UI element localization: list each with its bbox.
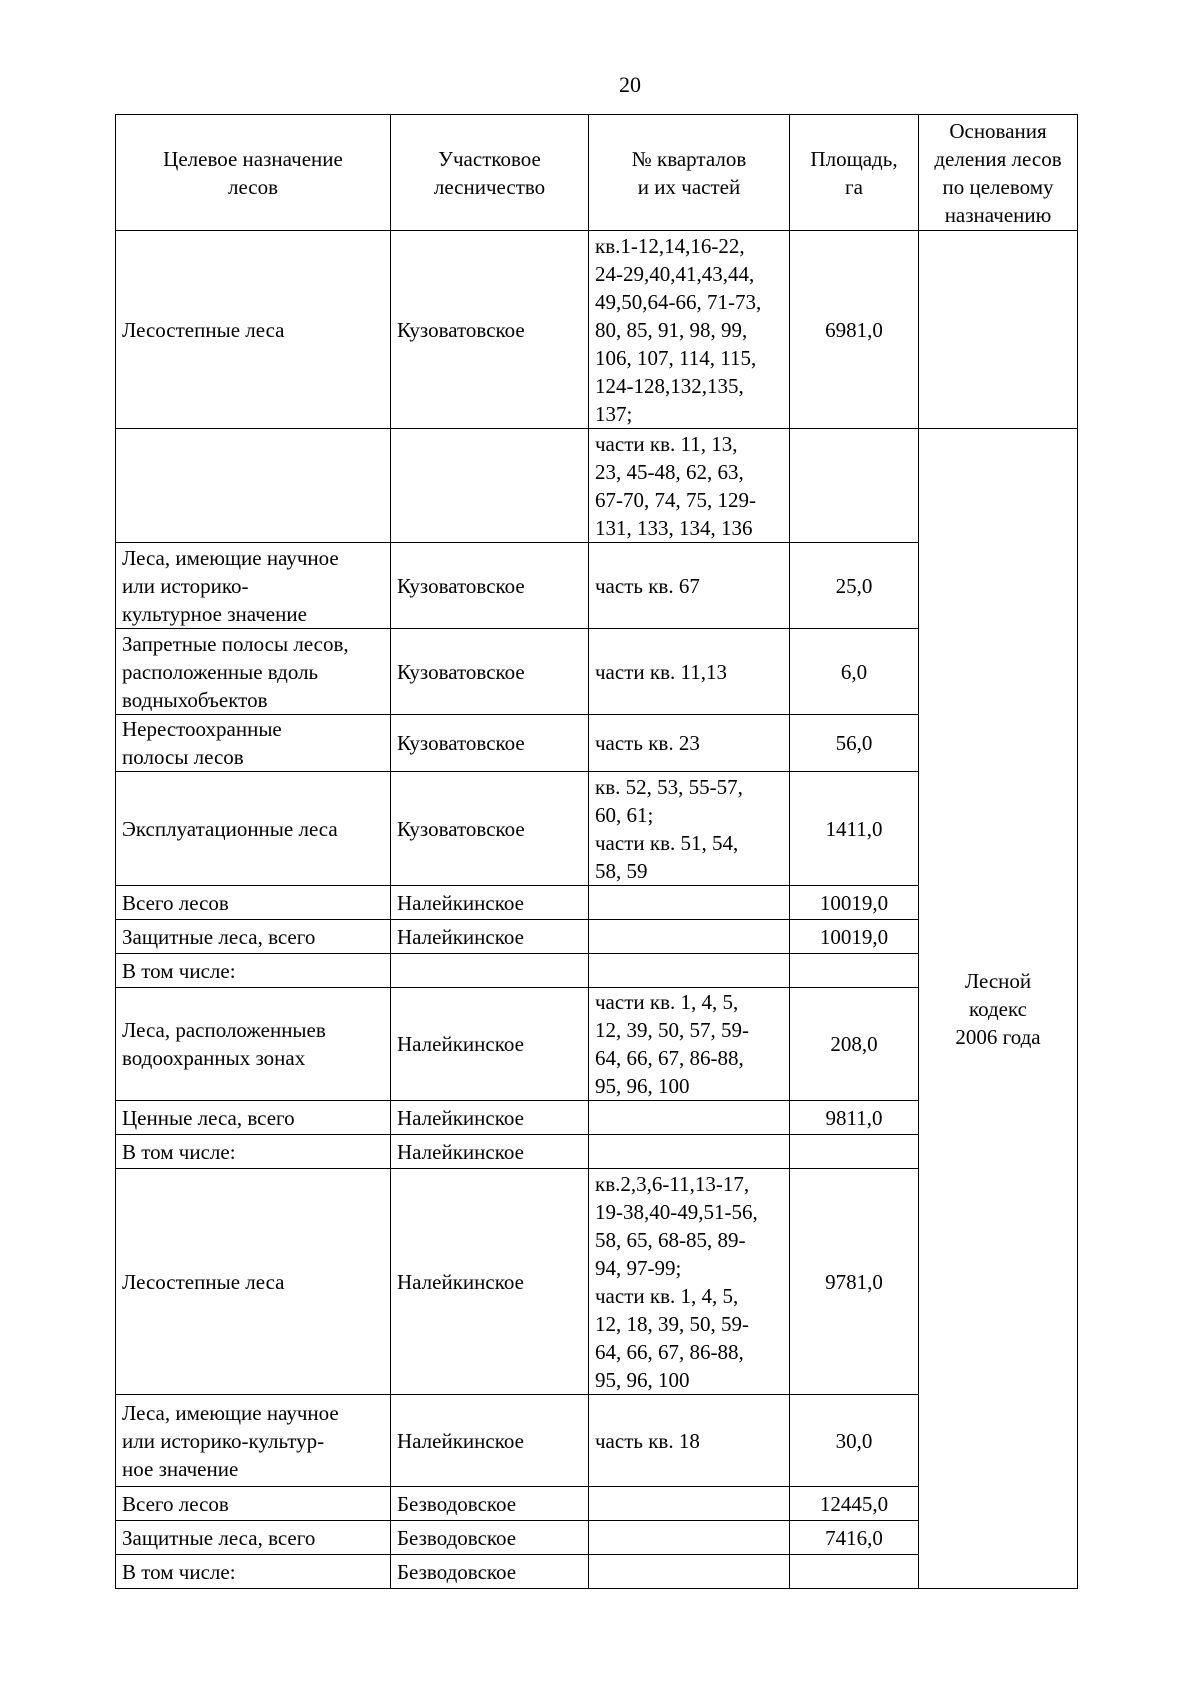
cell-forestry: Кузоватовское bbox=[391, 715, 589, 772]
cell-purpose: Леса, имеющие научное или историко-культур- ное значение bbox=[116, 1395, 391, 1487]
cell-quarters: кв.1-12,14,16-22, 24-29,40,41,43,44, 49,50,64-66, 71-73, 80, 85, 91, 98, 99, 106, 107, 114, 115, 124-128,132,135, 137; bbox=[589, 231, 790, 429]
header-basis: Основания деления лесов по целевому назначению bbox=[919, 115, 1078, 231]
cell-purpose: Леса, имеющие научное или историко- культурное значение bbox=[116, 543, 391, 629]
cell-purpose: Всего лесов bbox=[116, 1487, 391, 1521]
table-row bbox=[116, 429, 1078, 543]
cell-quarters bbox=[589, 1135, 790, 1169]
cell-area: 6,0 bbox=[790, 629, 919, 715]
cell-area: 9811,0 bbox=[790, 1101, 919, 1135]
cell-area: 10019,0 bbox=[790, 886, 919, 920]
cell-area: 30,0 bbox=[790, 1395, 919, 1487]
cell-forestry bbox=[391, 429, 589, 543]
cell-forestry: Безводовское bbox=[391, 1555, 589, 1589]
table-header-row bbox=[116, 115, 1078, 231]
cell-area: 9781,0 bbox=[790, 1169, 919, 1395]
table-row bbox=[116, 231, 1078, 429]
cell-quarters: часть кв. 18 bbox=[589, 1395, 790, 1487]
cell-purpose: Лесостепные леса bbox=[116, 1169, 391, 1395]
cell-forestry: Налейкинское bbox=[391, 988, 589, 1101]
cell-area: 12445,0 bbox=[790, 1487, 919, 1521]
cell-area: 6981,0 bbox=[790, 231, 919, 429]
cell-purpose: В том числе: bbox=[116, 1135, 391, 1169]
cell-purpose bbox=[116, 429, 391, 543]
header-area: Площадь, га bbox=[790, 115, 919, 231]
cell-quarters bbox=[589, 954, 790, 988]
cell-area bbox=[790, 1135, 919, 1169]
cell-purpose: Защитные леса, всего bbox=[116, 1521, 391, 1555]
cell-forestry: Кузоватовское bbox=[391, 629, 589, 715]
cell-purpose: Всего лесов bbox=[116, 886, 391, 920]
cell-quarters: части кв. 1, 4, 5, 12, 39, 50, 57, 59- 64, 66, 67, 86-88, 95, 96, 100 bbox=[589, 988, 790, 1101]
cell-quarters: кв.2,3,6-11,13-17, 19-38,40-49,51-56, 58, 65, 68-85, 89- 94, 97-99; части кв. 1, 4, 5, 12, 18, 39, 50, 59- 64, 66, 67, 86-88, 95, 96, 100 bbox=[589, 1169, 790, 1395]
cell-forestry bbox=[391, 954, 589, 988]
cell-area: 1411,0 bbox=[790, 772, 919, 886]
cell-area: 208,0 bbox=[790, 988, 919, 1101]
cell-quarters: кв. 52, 53, 55-57, 60, 61; части кв. 51, 54, 58, 59 bbox=[589, 772, 790, 886]
cell-forestry: Налейкинское bbox=[391, 1395, 589, 1487]
header-quarters: № кварталов и их частей bbox=[589, 115, 790, 231]
cell-quarters: части кв. 11,13 bbox=[589, 629, 790, 715]
cell-forestry: Налейкинское bbox=[391, 1101, 589, 1135]
cell-purpose: Ценные леса, всего bbox=[116, 1101, 391, 1135]
cell-area bbox=[790, 429, 919, 543]
cell-area: 56,0 bbox=[790, 715, 919, 772]
cell-basis-empty bbox=[919, 231, 1078, 429]
cell-forestry: Налейкинское bbox=[391, 886, 589, 920]
cell-area: 25,0 bbox=[790, 543, 919, 629]
page-number: 20 bbox=[619, 72, 641, 97]
cell-purpose: Запретные полосы лесов, расположенные вдоль водныхобъектов bbox=[116, 629, 391, 715]
cell-forestry: Налейкинское bbox=[391, 1135, 589, 1169]
cell-forestry: Кузоватовское bbox=[391, 231, 589, 429]
cell-quarters bbox=[589, 1555, 790, 1589]
forest-purpose-table bbox=[115, 114, 1078, 1589]
cell-quarters bbox=[589, 1487, 790, 1521]
cell-forestry: Налейкинское bbox=[391, 1169, 589, 1395]
cell-purpose: Нерестоохранные полосы лесов bbox=[116, 715, 391, 772]
cell-forestry: Безводовское bbox=[391, 1521, 589, 1555]
cell-purpose: Лесостепные леса bbox=[116, 231, 391, 429]
cell-purpose: Леса, расположенныев водоохранных зонах bbox=[116, 988, 391, 1101]
cell-area: 7416,0 bbox=[790, 1521, 919, 1555]
cell-basis: Лесной кодекс 2006 года bbox=[919, 429, 1078, 1589]
cell-quarters bbox=[589, 886, 790, 920]
cell-purpose: В том числе: bbox=[116, 1555, 391, 1589]
cell-purpose: Защитные леса, всего bbox=[116, 920, 391, 954]
cell-forestry: Кузоватовское bbox=[391, 543, 589, 629]
cell-quarters bbox=[589, 1521, 790, 1555]
cell-quarters: часть кв. 67 bbox=[589, 543, 790, 629]
cell-forestry: Налейкинское bbox=[391, 920, 589, 954]
cell-quarters bbox=[589, 920, 790, 954]
cell-forestry: Кузоватовское bbox=[391, 772, 589, 886]
cell-quarters bbox=[589, 1101, 790, 1135]
cell-forestry: Безводовское bbox=[391, 1487, 589, 1521]
cell-purpose: В том числе: bbox=[116, 954, 391, 988]
header-purpose: Целевое назначение лесов bbox=[116, 115, 391, 231]
cell-area bbox=[790, 1555, 919, 1589]
cell-purpose: Эксплуатационные леса bbox=[116, 772, 391, 886]
cell-area: 10019,0 bbox=[790, 920, 919, 954]
header-forestry: Участковое лесничество bbox=[391, 115, 589, 231]
cell-quarters: части кв. 11, 13, 23, 45-48, 62, 63, 67-70, 74, 75, 129- 131, 133, 134, 136 bbox=[589, 429, 790, 543]
cell-area bbox=[790, 954, 919, 988]
cell-quarters: часть кв. 23 bbox=[589, 715, 790, 772]
